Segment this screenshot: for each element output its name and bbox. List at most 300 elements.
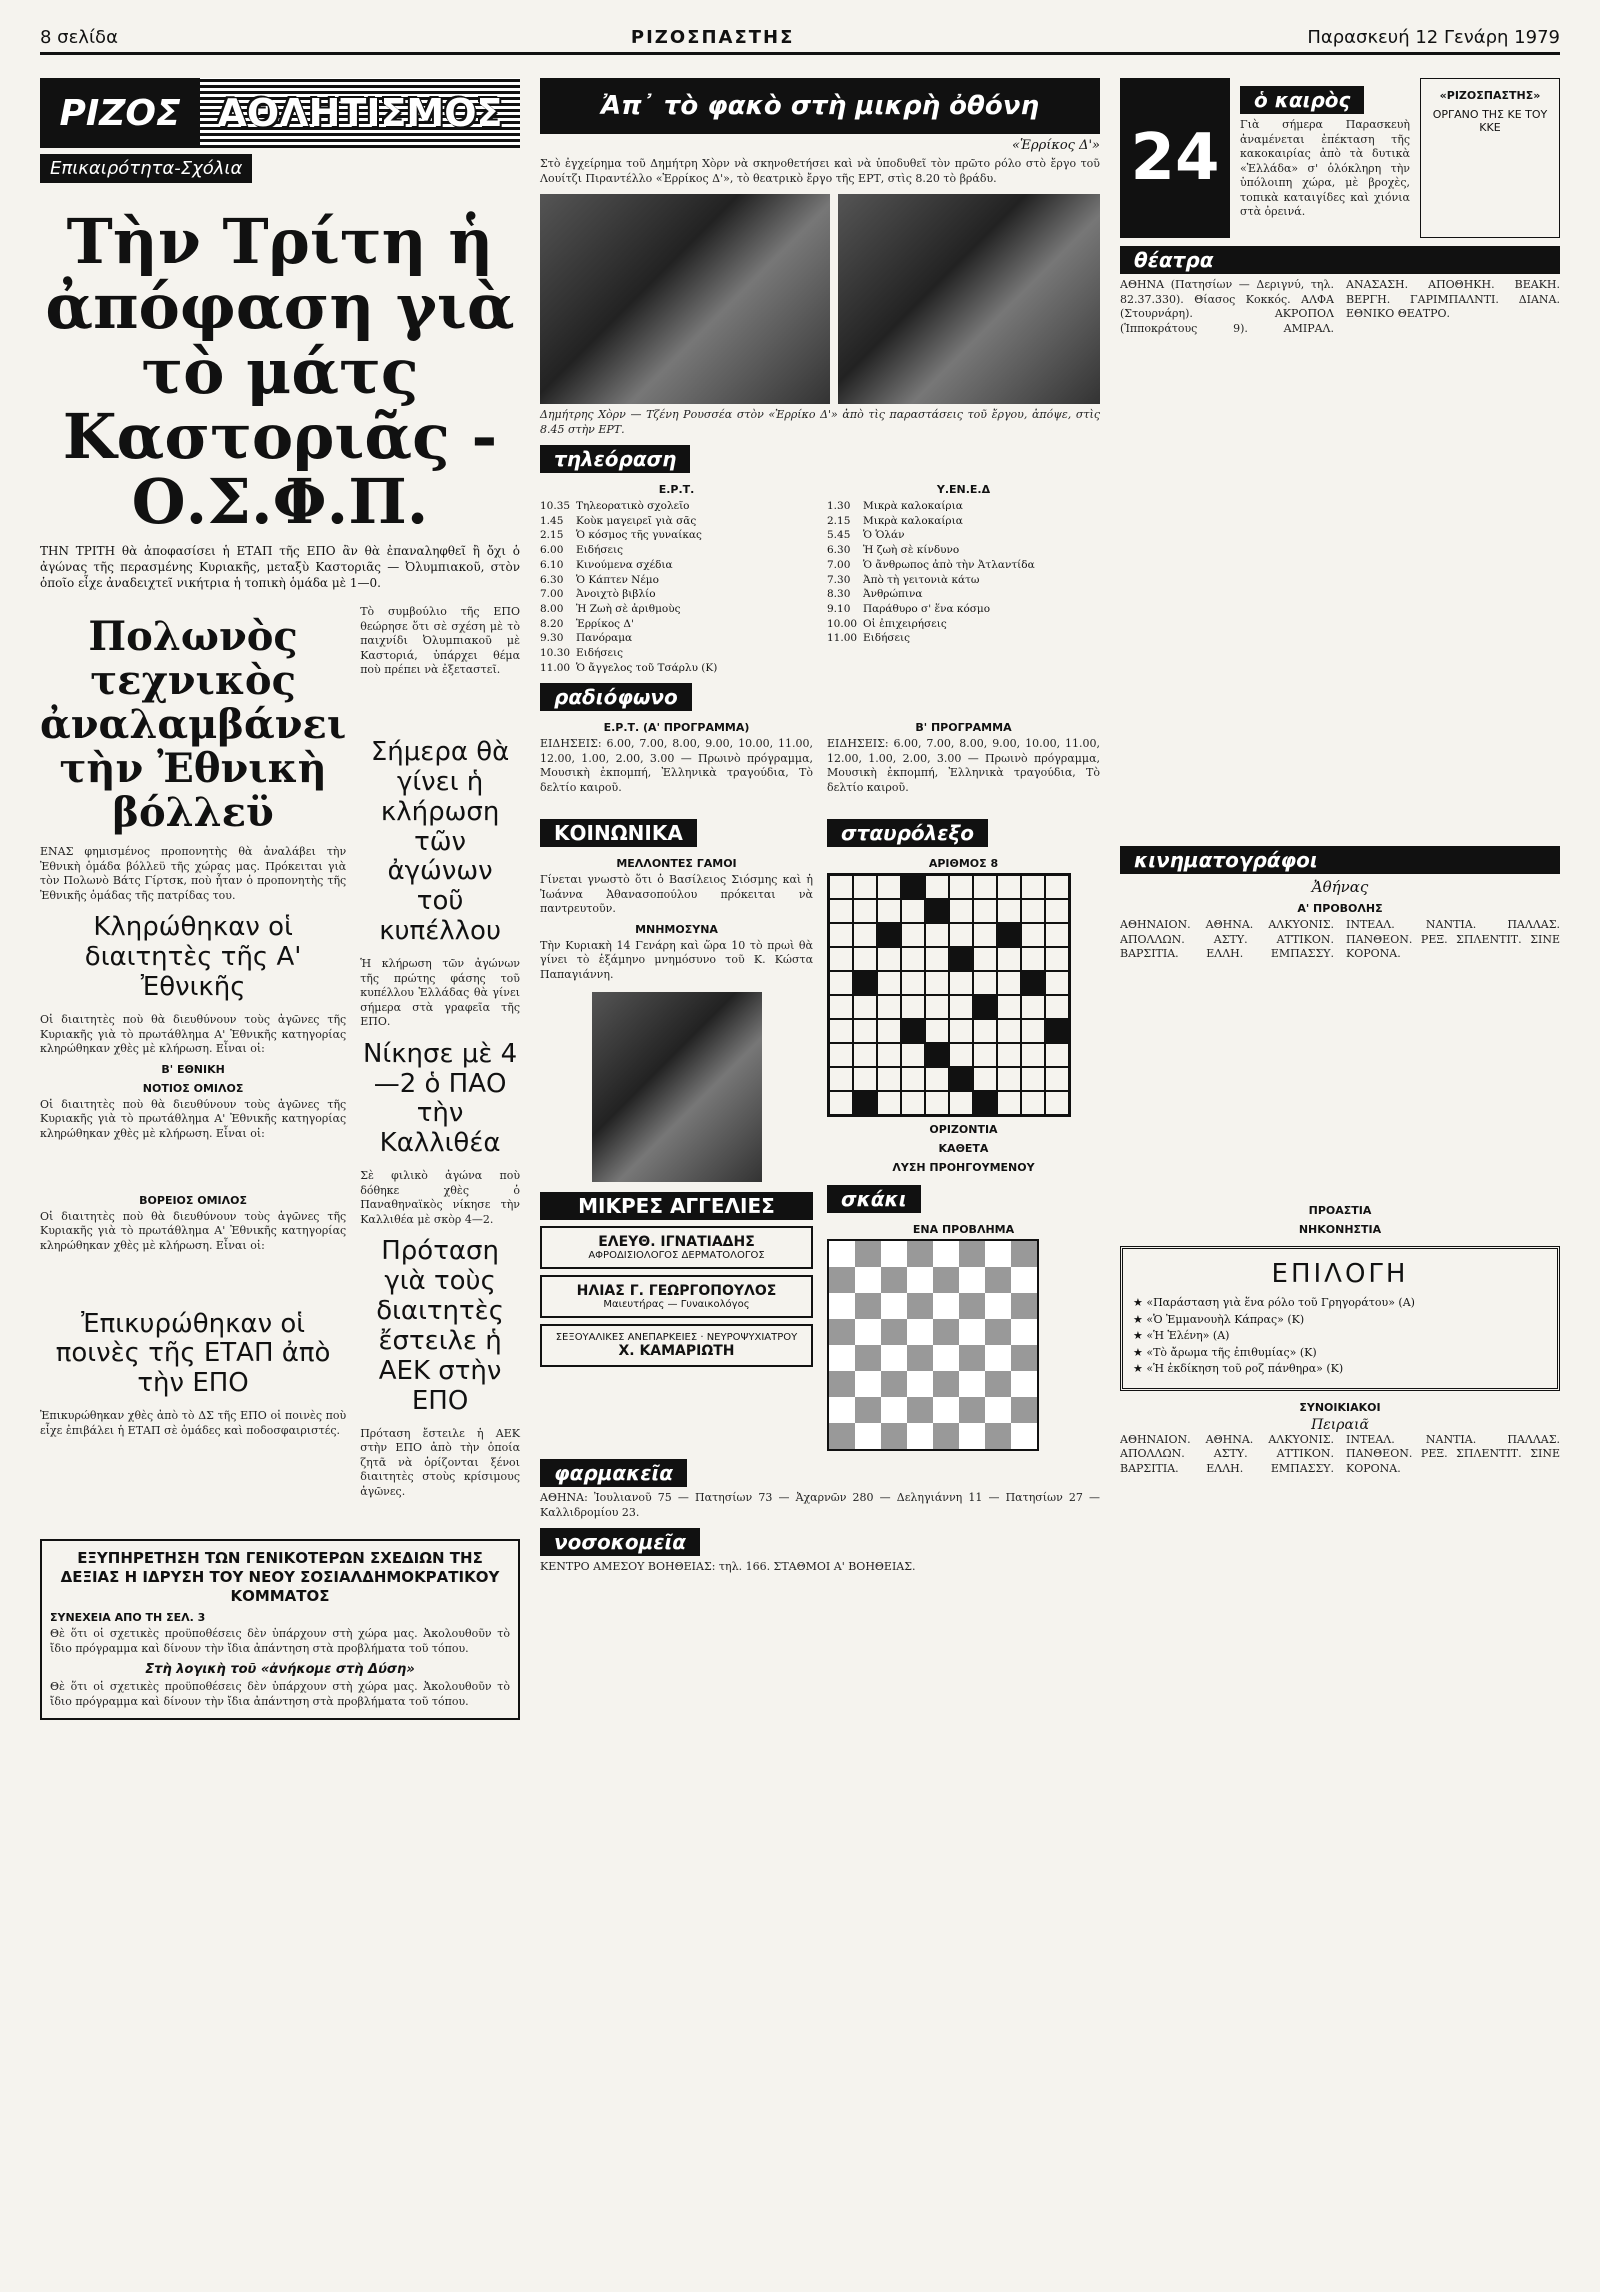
- epilogi-item: ★ «Ὁ Ἐμμανουὴλ Κάπρας» (Κ): [1133, 1312, 1305, 1326]
- epilogi-item: ★ «Τὸ ἄρωμα τῆς ἐπιθυμίας» (Κ): [1133, 1345, 1317, 1359]
- chess-square: [855, 1345, 881, 1371]
- chess-square: [1011, 1293, 1037, 1319]
- chess-board: [827, 1239, 1039, 1451]
- a-provoli-label: Α' ΠΡΟΒΟΛΗΣ: [1297, 902, 1383, 915]
- programme-title: Ἡ ζωὴ σὲ κίνδυνο: [863, 544, 960, 557]
- b-ethniki-label: Β' ΕΘΝΙΚΗ: [161, 1062, 225, 1076]
- crossword-cell: [973, 875, 997, 899]
- chess-square: [881, 1371, 907, 1397]
- programme-row: [827, 587, 1100, 602]
- programme-time: 8.20: [540, 617, 564, 630]
- chess-square: [855, 1423, 881, 1449]
- chess-square: [959, 1293, 985, 1319]
- chess-square: [907, 1371, 933, 1397]
- programme-row: [540, 528, 813, 543]
- kairos-label: ὁ καιρὸς: [1240, 86, 1364, 114]
- chess-square: [829, 1267, 855, 1293]
- kke-continued: ΣΥΝΕΧΕΙΑ ΑΠΟ ΤΗ ΣΕΛ. 3: [50, 1611, 206, 1625]
- crossword-cell: [997, 923, 1021, 947]
- crossword-cell: [925, 971, 949, 995]
- chess-square: [855, 1397, 881, 1423]
- crossword-cell: [925, 947, 949, 971]
- simera-headline: Σήμερα θὰ γίνει ἡ κλήρωση τῶν ἀγώνων τοῦ κυπέλλου: [370, 736, 510, 947]
- programme-time: 10.35: [540, 500, 571, 513]
- crossword-cell: [901, 947, 925, 971]
- masthead-sub: ΟΡΓΑΝΟ ΤΗΣ ΚΕ ΤΟΥ ΚΚΕ: [1432, 108, 1548, 134]
- programme-title: Κινούμενα σχέδια: [576, 558, 673, 571]
- crossword-cell: [829, 971, 853, 995]
- main-headline: [40, 205, 520, 539]
- vorios-body: Οἱ διαιτητὲς ποὺ θὰ διευθύνουν τοὺς ἀγῶνες τῆς Κυριακῆς γιὰ τὸ πρωτάθλημα Α' Ἐθνικῆς κατηγορίας κληρώθηκαν χθὲς μὲ κλήρωση. Εἶναι οἱ:: [40, 1209, 347, 1252]
- tv-photos: [540, 194, 1100, 404]
- headline-line-1: Τὴν Τρίτη ἡ ἀπόφαση γιὰ: [45, 205, 515, 344]
- crossword-cell: [949, 899, 973, 923]
- epilogi-title: ΕΠΙΛΟΓΗ: [1271, 1259, 1409, 1289]
- crossword-cell: [949, 971, 973, 995]
- crossword-cell: [829, 1043, 853, 1067]
- proastia-label: ΠΡΟΑΣΤΙΑ: [1308, 1204, 1372, 1217]
- chess-square: [881, 1345, 907, 1371]
- vorios-label: ΒΟΡΕΙΟΣ ΟΜΙΛΟΣ: [139, 1193, 248, 1207]
- lead-paragraph: ΤΗΝ ΤΡΙΤΗ θὰ ἀποφασίσει ἡ ΕΤΑΠ τῆς ΕΠΟ ἂν θὰ ἐπαναληφθεῖ ἢ ὄχι ὁ ἀγώνας τῆς περασμένης Κυριακῆς, μεταξὺ Καστοριᾶς — Ὀλυμπιακοῦ, στὸν ὁποῖο εἶχε ἀναδειχτεῖ νικήτρια ἡ τοπικὴ ὁμάδα μὲ 1—0.: [40, 544, 520, 590]
- mnimosyna-label: ΜΝΗΜΟΣΥΝΑ: [635, 922, 718, 936]
- chess-square: [829, 1241, 855, 1267]
- programme-row: [540, 558, 813, 573]
- crossword-cell: [901, 971, 925, 995]
- chess-square: [855, 1319, 881, 1345]
- chess-square: [907, 1319, 933, 1345]
- programme-title: Ὁ Κάπτεν Νέμο: [576, 573, 659, 586]
- ospf-body: Τὸ συμβούλιο τῆς ΕΠΟ θεώρησε ὅτι σὲ σχέση μὲ τὸ παιχνίδι Ὀλυμπιακοῦ μὲ Καστοριά, ὑπάρχει θέμα ποὺ πρέπει νὰ ἐξεταστεῖ.: [360, 605, 520, 677]
- crossword-cell: [949, 1043, 973, 1067]
- chess-square: [985, 1371, 1011, 1397]
- crossword-cell: [1045, 899, 1069, 923]
- ad-3-name: Χ. ΚΑΜΑΡΙΩΤΗ: [618, 1343, 735, 1360]
- theatra-body: ΑΘΗΝΑ (Πατησίων — Δεριγνύ, τηλ. 82.37.330). Θίασος Κοκκός. ΑΛΦΑ (Στουρνάρη). ΑΚΡΟΠΟΛ (Ἱπποκράτους 9). ΑΜΙΡΑΛ. ΑΝΑΣΑΣΗ. ΑΠΟΘΗΚΗ. ΒΕΑΚΗ. ΒΕΡΓΗ. ΓΑΡΙΜΠΑΛΝΤΙ. ΔΙΑΝΑ. ΕΘΝΙΚΟ ΘΕΑΤΡΟ.: [1120, 278, 1560, 335]
- crossword-cell: [853, 971, 877, 995]
- programme-time: 7.30: [827, 573, 851, 586]
- kke-headline: ΕΞΥΠΗΡΕΤΗΣΗ ΤΩΝ ΓΕΝΙΚΟΤΕΡΩΝ ΣΧΕΔΙΩΝ ΤΗΣ ΔΕΞΙΑΣ Η ΙΔΡΥΣΗ ΤΟΥ ΝΕΟΥ ΣΟΣΙΑΛΔΗΜΟΚΡΑΤΙΚΟΥ ΚΟΜΜΑΤΟΣ: [60, 1549, 500, 1605]
- chess-square: [985, 1241, 1011, 1267]
- crossword-cell: [901, 875, 925, 899]
- society-right: [827, 811, 1100, 1451]
- ad-3: [540, 1324, 813, 1367]
- society-left: [540, 811, 813, 1451]
- chess-square: [933, 1293, 959, 1319]
- chess-square: [829, 1423, 855, 1449]
- programme-time: 8.30: [827, 588, 851, 601]
- programme-title: Ἡ Ζωὴ σὲ ἀριθμοὺς: [576, 602, 681, 615]
- stavrolexo-label: σταυρόλεξο: [827, 819, 988, 847]
- ad-2-name: ΗΛΙΑΣ Γ. ΓΕΩΡΓΟΠΟΥΛΟΣ: [576, 1283, 777, 1300]
- programme-title: Οἱ ἐπιχειρήσεις: [863, 617, 947, 630]
- crossword-cell: [853, 875, 877, 899]
- radio-b-body: ΕΙΔΗΣΕΙΣ: 6.00, 7.00, 8.00, 9.00, 10.00, 11.00, 12.00, 1.00, 2.00, 3.00 — Πρωινὸ πρόγραμμα, Μουσικὴ ἐκπομπή, Ἐλληνικὰ τραγούδια, Τὸ δελτίο καιροῦ.: [827, 737, 1100, 794]
- sports-column: [40, 78, 520, 1720]
- crossword-cell: [997, 899, 1021, 923]
- page-header: [40, 22, 1560, 55]
- crossword-cell: [925, 923, 949, 947]
- crossword-cell: [1045, 947, 1069, 971]
- gamoi-label: ΜΕΛΛΟΝΤΕΣ ΓΑΜΟΙ: [616, 857, 737, 871]
- chess-square: [907, 1423, 933, 1449]
- programme-title: Ὁ ἄγγελος τοῦ Τσάρλυ (Κ): [576, 661, 718, 674]
- crossword-cell: [949, 1067, 973, 1091]
- chess-square: [933, 1371, 959, 1397]
- programme-time: 8.00: [540, 602, 564, 615]
- sports-banner: [40, 78, 520, 148]
- kinimatografoi-label: κινηματογράφοι: [1120, 846, 1560, 874]
- big-24: 24: [1120, 78, 1230, 238]
- masthead-title: ΡΙΖΟΣΠΑΣΤΗΣ: [630, 26, 795, 48]
- chess-square: [985, 1319, 1011, 1345]
- chess-square: [1011, 1319, 1037, 1345]
- ad-2-sub: Μαιευτήρας — Γυναικολόγος: [603, 1299, 750, 1311]
- chess-square: [829, 1345, 855, 1371]
- programme-time: 6.00: [540, 544, 564, 557]
- chess-square: [829, 1397, 855, 1423]
- programme-time: 10.30: [540, 646, 571, 659]
- radio-a: [540, 715, 813, 795]
- mikres-label: ΜΙΚΡΕΣ ΑΓΓΕΛΙΕΣ: [540, 1192, 813, 1220]
- chess-square: [881, 1267, 907, 1293]
- programme-time: 11.00: [827, 632, 858, 645]
- crossword-cell: [949, 995, 973, 1019]
- crossword-cell: [1021, 947, 1045, 971]
- programme-time: 2.15: [827, 514, 851, 527]
- chess-square: [855, 1293, 881, 1319]
- crossword-cell: [973, 971, 997, 995]
- crossword-cell: [901, 995, 925, 1019]
- chess-square: [881, 1293, 907, 1319]
- masthead-name: «ΡΙΖΟΣΠΑΣΤΗΣ»: [1439, 89, 1541, 102]
- nikise-headline: Νίκησε μὲ 4—2 ὁ ΠΑΟ τὴν Καλλιθέα: [362, 1038, 518, 1159]
- programme-time: 1.45: [540, 514, 564, 527]
- mnimosyna-body: Τὴν Κυριακὴ 14 Γενάρη καὶ ὥρα 10 τὸ πρωὶ θὰ γίνει τὸ ἑξάμηνο μνημόσυνο τοῦ Κ. Κώστα Παπαγιάννη.: [540, 938, 813, 981]
- crossword-cell: [829, 995, 853, 1019]
- sports-right-sub: [360, 605, 520, 1499]
- programme-title: Ειδήσεις: [576, 544, 623, 557]
- ad-1: [540, 1226, 813, 1269]
- rizos-label: ΡΙΖΟΣ: [40, 78, 200, 148]
- crossword-cell: [829, 875, 853, 899]
- kairos-body: Γιὰ σήμερα Παρασκευὴ ἀναμένεται ἐπέκταση τῆς κακοκαιρίας ἀπὸ τὰ δυτικὰ «Ἑλλάδα» σ' ὁλόκληρη τὴν ὑπόλοιπη χώρα, μὲ βροχὲς, τοπικὰ καταιγίδες καὶ χιόνια στὰ ὀρεινά.: [1240, 118, 1410, 219]
- kliro-headline: Κληρώθηκαν οἱ διαιτητὲς τῆς Α' Ἐθνικῆς: [84, 912, 302, 1003]
- kke-body-2: Θὲ ὅτι οἱ σχετικὲς προϋποθέσεις δὲν ὑπάρχουν στὴ χώρα μας. Ἀκολουθοῦν τὸ ἴδιο πρόγραμμα καὶ δίνουν τὴν ἴδια ἀπάντηση στὰ προβλήματα τοῦ τόπου.: [50, 1680, 510, 1708]
- ad-3-sub: ΣΕΞΟΥΑΛΙΚΕΣ ΑΝΕΠΑΡΚΕΙΕΣ · ΝΕΥΡΟΨΥΧΙΑΤΡΟΥ: [555, 1332, 798, 1344]
- chess-square: [959, 1241, 985, 1267]
- sports-subcolumns: [40, 605, 520, 1499]
- sports-left-sub: [40, 605, 346, 1499]
- crossword-cell: [853, 923, 877, 947]
- programme-time: 5.45: [827, 529, 851, 542]
- society-cols: [540, 811, 1100, 1451]
- crossword-cell: [877, 1043, 901, 1067]
- chess-square: [933, 1319, 959, 1345]
- weather-row: [1120, 78, 1560, 238]
- crossword-cell: [829, 923, 853, 947]
- crossword-cell: [925, 1043, 949, 1067]
- crossword-cell: [973, 923, 997, 947]
- epikyr-headline: Ἐπικυρώθηκαν οἱ ποινὲς τῆς ΕΤΑΠ ἀπὸ τὴν ΕΠΟ: [55, 1308, 331, 1399]
- crossword-cell: [1021, 995, 1045, 1019]
- crossword-cell: [997, 971, 1021, 995]
- programme-title: Ὁ κόσμος τῆς γυναίκας: [576, 529, 702, 542]
- radio-b-label: Β' ΠΡΟΓΡΑΜΜΑ: [915, 721, 1012, 735]
- programme-row: [827, 543, 1100, 558]
- programme-title: Ἀνθρώπινα: [863, 588, 923, 601]
- crossword-cell: [853, 1043, 877, 1067]
- chess-square: [933, 1241, 959, 1267]
- epilogi-item: ★ «Ἡ ἐκδίκηση τοῦ ροζ πάνθηρα» (Κ): [1133, 1362, 1344, 1375]
- crossword-cell: [997, 1091, 1021, 1115]
- crossword-cell: [877, 971, 901, 995]
- page-number: 8 σελίδα: [40, 26, 118, 48]
- chess-square: [855, 1371, 881, 1397]
- photo-actor: [540, 194, 830, 404]
- synoikiakoi-body: ΑΘΗΝΑΙΟΝ. ΑΘΗΝΑ. ΑΛΚΥΟΝΙΣ. ΑΠΟΛΛΩΝ. ΑΣΤΥ. ΑΤΤΙΚΟΝ. ΒΑΡΣΙΤΙΑ. ΕΛΛΗ. ΕΜΠΑΣΣΥ. ΙΝΤΕΑΛ. ΝΑΝΤΙΑ. ΠΑΛΛΑΣ. ΠΑΝΘΕΟΝ. ΡΕΞ. ΣΠΛΕΝΤΙΤ. ΣΙΝΕ ΚΟΡΟΝΑ.: [1120, 1432, 1560, 1475]
- programme-time: 6.30: [540, 573, 564, 586]
- chess-square: [907, 1397, 933, 1423]
- programme-row: [827, 514, 1100, 529]
- crossword-cell: [925, 875, 949, 899]
- crossword-cell: [829, 947, 853, 971]
- weather-box: [1240, 78, 1410, 238]
- crossword-cell: [829, 1091, 853, 1115]
- theatra-label: θέατρα: [1120, 246, 1560, 274]
- radio-a-body: ΕΙΔΗΣΕΙΣ: 6.00, 7.00, 8.00, 9.00, 10.00, 11.00, 12.00, 1.00, 2.00, 3.00 — Πρωινὸ πρόγραμμα, Μουσικὴ ἐκπομπή, Ἐλληνικὰ τραγούδια, Τὸ δελτίο καιροῦ.: [540, 737, 813, 794]
- crossword-cell: [853, 947, 877, 971]
- programme-title: Ὁ Ὁλάν: [863, 529, 905, 542]
- crossword-cell: [1045, 995, 1069, 1019]
- programme-row: [827, 528, 1100, 543]
- obituary-photo: [592, 992, 762, 1182]
- crossword-cell: [853, 1091, 877, 1115]
- epikyr-body: Ἐπικυρώθηκαν χθὲς ἀπὸ τὸ ΔΣ τῆς ΕΠΟ οἱ ποινὲς ποὺ εἶχε ἐπιβάλει ἡ ΕΤΑΠ σὲ ὁμάδες καὶ ποδοσφαιριστές.: [40, 1409, 347, 1437]
- crossword-cell: [877, 1091, 901, 1115]
- programme-row: [827, 573, 1100, 588]
- crossword-cell: [877, 875, 901, 899]
- programme-title: Παράθυρο σ' ἕνα κόσμο: [863, 602, 991, 615]
- crossword-cell: [925, 1067, 949, 1091]
- crossword-cell: [973, 1091, 997, 1115]
- kke-subheading: Στὴ λογικὴ τοῦ «ἀνήκομε στὴ Δύση»: [145, 1662, 415, 1678]
- chess-square: [881, 1423, 907, 1449]
- ert-programme: [540, 477, 813, 675]
- programme-title: Ἑρρίκος Δ': [576, 617, 634, 630]
- crossword-cell: [877, 1067, 901, 1091]
- protasi-body: Πρόταση ἔστειλε ἡ ΑΕΚ στὴν ΕΠΟ ἀπὸ τὴν ὁποία ζητᾶ νὰ ὁρίζονται ξένοι διαιτητὲς στοὺς κρίσιμους ἀγῶνες.: [360, 1426, 520, 1498]
- photo-actress: [838, 194, 1100, 404]
- kke-article-box: [40, 1539, 520, 1719]
- crossword-cell: [901, 899, 925, 923]
- programme-row: [540, 573, 813, 588]
- crossword-cell: [829, 1067, 853, 1091]
- tileorasi-label: τηλεόραση: [540, 445, 690, 473]
- crossword-cell: [1045, 1091, 1069, 1115]
- programme-time: 7.00: [827, 558, 851, 571]
- nosokomeia-label: νοσοκομεῖα: [540, 1528, 700, 1556]
- programme-row: [540, 587, 813, 602]
- programme-time: 2.15: [540, 529, 564, 542]
- chess-square: [829, 1293, 855, 1319]
- chess-square: [1011, 1423, 1037, 1449]
- chess-square: [985, 1267, 1011, 1293]
- chess-square: [933, 1397, 959, 1423]
- crossword-cell: [973, 1067, 997, 1091]
- crossword-cell: [1021, 923, 1045, 947]
- crossword-cell: [1021, 1091, 1045, 1115]
- crossword-cell: [853, 1019, 877, 1043]
- programme-row: [540, 617, 813, 632]
- provlima-label: ΕΝΑ ΠΡΟΒΛΗΜΑ: [912, 1223, 1015, 1237]
- programme-title: Κοὺκ μαγειρεῖ γιὰ σᾶς: [576, 514, 697, 527]
- chess-square: [829, 1371, 855, 1397]
- programme-time: 9.10: [827, 602, 851, 615]
- crossword-cell: [901, 923, 925, 947]
- tv-programmes: [540, 477, 1100, 675]
- chess-square: [959, 1345, 985, 1371]
- crossword-cell: [973, 899, 997, 923]
- programme-row: [827, 631, 1100, 646]
- programme-row: [827, 499, 1100, 514]
- chess-square: [881, 1319, 907, 1345]
- yened-programme: [827, 477, 1100, 675]
- programme-title: Μικρὰ καλοκαίρια: [863, 514, 963, 527]
- programme-title: Ὁ ἄνθρωπος ἀπὸ τὴν Ἀτλαντίδα: [863, 558, 1035, 571]
- programme-title: Ειδήσεις: [863, 632, 910, 645]
- chess-square: [985, 1345, 1011, 1371]
- crossword-cell: [949, 875, 973, 899]
- farmakeia-body: ΑΘΗΝΑ: Ἰουλιανοῦ 75 — Πατησίων 73 — Ἀχαρνῶν 280 — Δεληγιάννη 11 — Πατησίων 27 — Καλλιδρομίου 23.: [540, 1491, 1100, 1519]
- programme-time: 6.30: [827, 544, 851, 557]
- gamoi-body: Γίνεται γνωστὸ ὅτι ὁ Βασίλειος Σιόσμης καὶ ἡ Ἰωάννα Ἀθανασοπούλου πρόκειται νὰ παντρευτοῦν.: [540, 873, 813, 916]
- crossword-cell: [997, 1067, 1021, 1091]
- programme-time: 1.30: [827, 500, 851, 513]
- chess-square: [907, 1267, 933, 1293]
- kliro-body: Οἱ διαιτητὲς ποὺ θὰ διευθύνουν τοὺς ἀγῶνες τῆς Κυριακῆς γιὰ τὸ πρωτάθλημα Α' Ἐθνικῆς κατηγορίας κληρώθηκαν χθὲς μὲ κλήρωση. Εἶναι οἱ:: [40, 1012, 347, 1056]
- ad-2: [540, 1275, 813, 1318]
- chess-square: [959, 1371, 985, 1397]
- crossword-cell: [877, 899, 901, 923]
- chess-square: [985, 1397, 1011, 1423]
- epilogi-box: [1120, 1246, 1560, 1391]
- crossword-cell: [925, 899, 949, 923]
- farmakeia-label: φαρμακεῖα: [540, 1459, 687, 1487]
- protasi-headline: Πρόταση γιὰ τοὺς διαιτητὲς ἔστειλε ἡ ΑΕΚ στὴν ΕΠΟ: [376, 1236, 504, 1416]
- ert-list: [540, 499, 813, 675]
- crossword-cell: [1021, 1019, 1045, 1043]
- crossword-cell: [1021, 899, 1045, 923]
- epilogi-item: ★ «Ἡ Ἑλένη» (Α): [1133, 1329, 1230, 1342]
- crossword-cell: [925, 1019, 949, 1043]
- radio-section: [540, 715, 1100, 795]
- crossword-cell: [877, 1019, 901, 1043]
- nosokomeia-body: ΚΕΝΤΡΟ ΑΜΕΣΟΥ ΒΟΗΘΕΙΑΣ: τηλ. 166. ΣΤΑΘΜΟΙ Α' ΒΟΗΘΕΙΑΣ.: [540, 1560, 916, 1574]
- crossword-cell: [997, 1043, 1021, 1067]
- programme-time: 11.00: [540, 661, 571, 674]
- chess-square: [855, 1267, 881, 1293]
- programme-title: Τηλεορατικὸ σχολεῖο: [576, 500, 690, 513]
- ert-label: Ε.Ρ.Τ.: [658, 483, 695, 497]
- programme-row: [540, 514, 813, 529]
- radio-label: ραδιόφωνο: [540, 683, 692, 711]
- crossword-cell: [997, 875, 1021, 899]
- orizontia-label: ΟΡΙΖΟΝΤΙΑ: [929, 1123, 998, 1137]
- athinas-label: Ἀθήνας: [1311, 878, 1369, 896]
- crossword-cell: [973, 1043, 997, 1067]
- programme-row: [540, 602, 813, 617]
- crossword-cell: [949, 1091, 973, 1115]
- programme-row: [827, 558, 1100, 573]
- tv-column: [540, 78, 1100, 1575]
- crossword-cell: [1021, 875, 1045, 899]
- epilogi-item: ★ «Παράσταση γιὰ ἕνα ρόλο τοῦ Γρηγοράτου» (Α): [1133, 1296, 1415, 1309]
- programme-row: [540, 661, 813, 676]
- crossword-cell: [853, 995, 877, 1019]
- kke-body-1: Θὲ ὅτι οἱ σχετικὲς προϋποθέσεις δὲν ὑπάρχουν στὴ χώρα μας. Ἀκολουθοῦν τὸ ἴδιο πρόγραμμα καὶ δίνουν τὴν ἴδια ἀπάντηση στὰ προβλήματα τοῦ τόπου.: [50, 1627, 510, 1655]
- programme-row: [827, 617, 1100, 632]
- chess-square: [829, 1319, 855, 1345]
- masthead-box: [1420, 78, 1560, 238]
- kicker-label: Επικαιρότητα-Σχόλια: [40, 154, 252, 183]
- crossword-cell: [925, 995, 949, 1019]
- crossword-cell: [853, 899, 877, 923]
- arithmos-label: ΑΡΙΘΜΟΣ 8: [928, 857, 999, 871]
- crossword-cell: [1045, 923, 1069, 947]
- crossword-cell: [973, 1019, 997, 1043]
- crossword-cell: [973, 995, 997, 1019]
- crossword-cell: [925, 1091, 949, 1115]
- crossword-cell: [997, 1019, 1021, 1043]
- kin-body: ΑΘΗΝΑΙΟΝ. ΑΘΗΝΑ. ΑΛΚΥΟΝΙΣ. ΑΠΟΛΛΩΝ. ΑΣΤΥ. ΑΤΤΙΚΟΝ. ΒΑΡΣΙΤΙΑ. ΕΛΛΗ. ΕΜΠΑΣΣΥ. ΙΝΤΕΑΛ. ΝΑΝΤΙΑ. ΠΑΛΛΑΣ. ΠΑΝΘΕΟΝ. ΡΕΞ. ΣΠΛΕΝΤΙΤ. ΣΙΝΕ ΚΟΡΟΝΑ.: [1120, 918, 1560, 961]
- chess-square: [907, 1241, 933, 1267]
- chess-square: [933, 1423, 959, 1449]
- programme-time: 7.00: [540, 588, 564, 601]
- programme-time: 10.00: [827, 617, 858, 630]
- chess-square: [1011, 1397, 1037, 1423]
- programme-row: [540, 631, 813, 646]
- crossword-cell: [1021, 971, 1045, 995]
- synoikiakoi-label: ΣΥΝΟΙΚΙΑΚΟΙ: [1299, 1400, 1381, 1414]
- programme-row: [540, 646, 813, 661]
- programme-time: 6.10: [540, 558, 564, 571]
- programme-title: Πανόραμα: [576, 632, 633, 645]
- skaki-label: σκάκι: [827, 1185, 921, 1213]
- crossword-cell: [901, 1043, 925, 1067]
- chess-square: [933, 1345, 959, 1371]
- chess-square: [959, 1267, 985, 1293]
- crossword-cell: [901, 1067, 925, 1091]
- chess-square: [1011, 1241, 1037, 1267]
- chess-square: [1011, 1371, 1037, 1397]
- issue-date: Παρασκευή 12 Γενάρη 1979: [1307, 26, 1560, 48]
- programme-title: Μικρὰ καλοκαίρια: [863, 500, 963, 513]
- nikiaki-label: ΝΗΚΟΝΗΣΤΙΑ: [1298, 1223, 1382, 1236]
- nikise-body: Σὲ φιλικὸ ἀγώνα ποὺ δόθηκε χθὲς ὁ Παναθηναϊκὸς νίκησε τὴν Καλλιθέα μὲ σκὸρ 4—2.: [360, 1169, 520, 1226]
- chess-square: [855, 1241, 881, 1267]
- headline-line-2: τὸ μάτς Καστοριᾶς - Ο.Σ.Φ.Π.: [62, 335, 498, 539]
- crossword-cell: [829, 1019, 853, 1043]
- chess-square: [1011, 1267, 1037, 1293]
- programme-row: [540, 543, 813, 558]
- koinonika-label: ΚΟΙΝΩΝΙΚΑ: [540, 819, 697, 847]
- crossword-cell: [901, 1019, 925, 1043]
- polonos-body: ΕΝΑΣ φημισμένος προπονητὴς θὰ ἀναλάβει τὴν Ἐθνικὴ ὁμάδα βόλλεϋ τῆς χώρας μας. Πρόκειται γιὰ τὸν Πολωνὸ Βάτς Γίρτσκ, ποὺ ἦταν ὁ προπονητὴς τῆς Ἐθνικῆς ὁμάδας τῆς πατρίδας του.: [40, 845, 347, 902]
- yened-list: [827, 499, 1100, 646]
- crossword-cell: [1045, 875, 1069, 899]
- crossword-grid: [827, 873, 1071, 1117]
